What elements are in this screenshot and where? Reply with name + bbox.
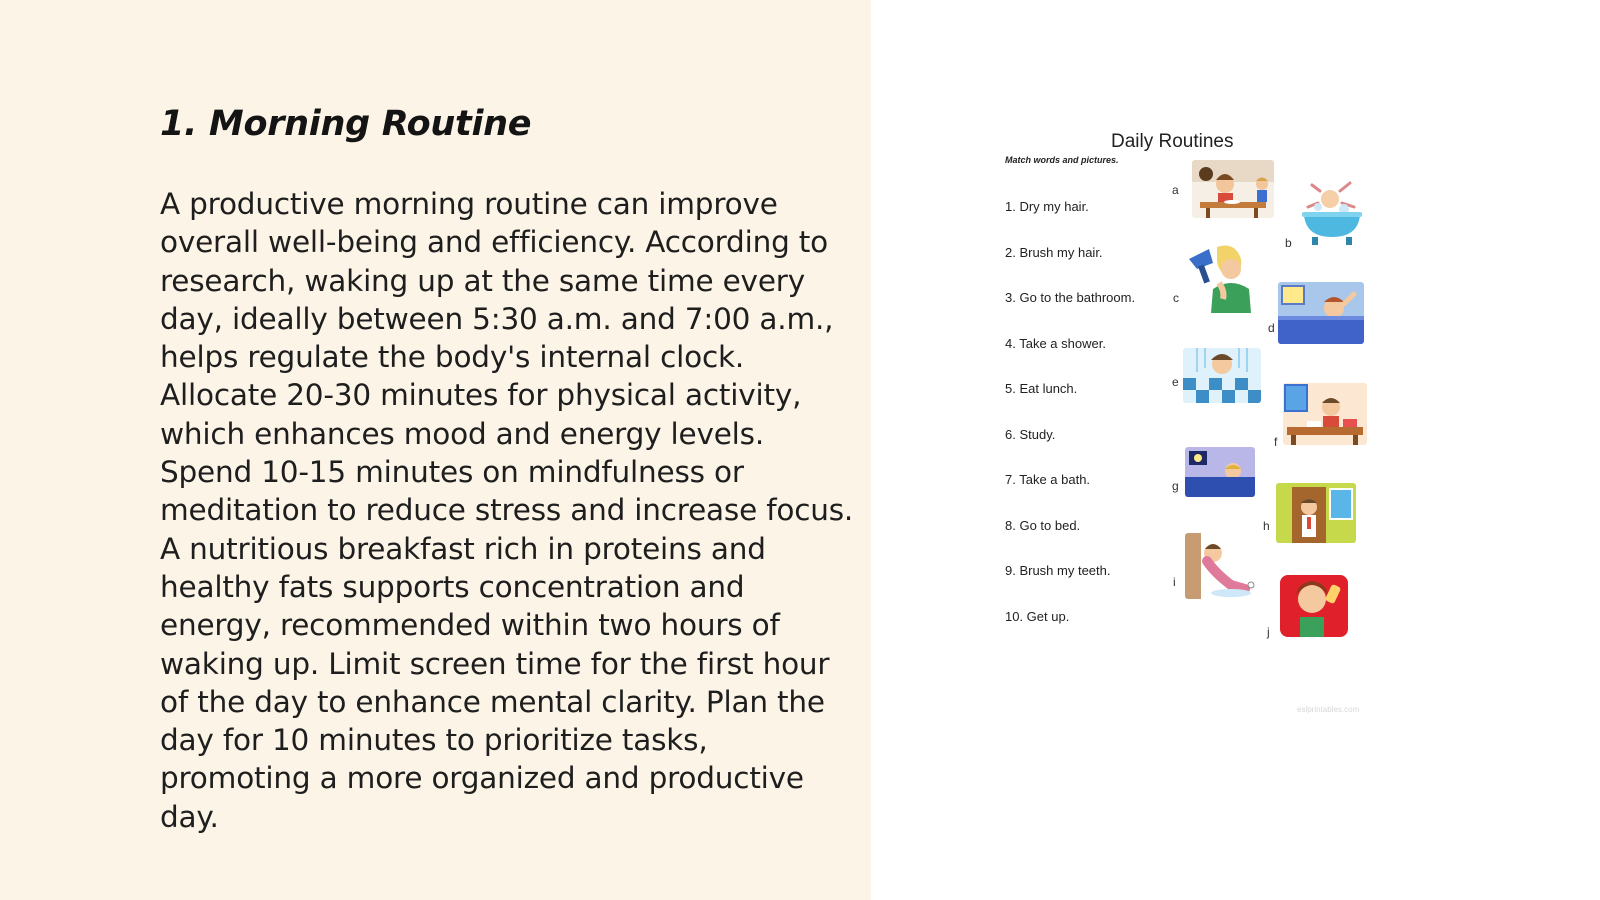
picture-eat-lunch bbox=[1192, 160, 1274, 218]
routine-item: 10. Get up. bbox=[1005, 608, 1070, 624]
routine-item: 3. Go to the bathroom. bbox=[1005, 290, 1136, 305]
worksheet-title: Daily Routines bbox=[1111, 131, 1234, 152]
routine-item: 8. Go to bed. bbox=[1005, 517, 1081, 533]
routine-item: 4. Take a shower. bbox=[1005, 335, 1106, 351]
routine-item: 7. Take a bath. bbox=[1005, 472, 1091, 487]
slide-body-text: A productive morning routine can improve overall well-being and efficiency. According to research, waking up at the same time every day, ideally between 5:30 a.m. and 7:00 a.m., helps regulate the body's internal clock. Allocate 20-30 minutes for physical activity, which enhances mood and energy levels. Spend 10-15 minutes on mindfulness or meditation to reduce stress and increase focus. A nutritious breakfast rich in proteins and healthy fats supports concentration and energy, recommended within two hours of waking up. Limit screen time for the first hour of the day to enhance mental clarity. Plan the day for 10 minutes to prioritize tasks, promoting a more organized and productive day. bbox=[160, 187, 854, 834]
picture-letter-a: a bbox=[1172, 183, 1179, 197]
routine-list bbox=[1005, 199, 1135, 654]
picture-go-to-the-bathroom bbox=[1276, 483, 1356, 543]
daily-routines-worksheet bbox=[995, 125, 1415, 750]
routine-item: 5. Eat lunch. bbox=[1005, 381, 1078, 396]
picture-letter-d: d bbox=[1268, 321, 1275, 335]
picture-letter-h: h bbox=[1263, 519, 1270, 533]
picture-letter-b: b bbox=[1285, 236, 1292, 250]
routine-item: 2. Brush my hair. bbox=[1005, 244, 1103, 260]
picture-brush-my-hair bbox=[1280, 575, 1348, 637]
routine-item: 1. Dry my hair. bbox=[1005, 199, 1089, 214]
picture-letter-c: c bbox=[1173, 291, 1179, 305]
picture-letter-f: f bbox=[1274, 435, 1278, 449]
worksheet-instruction: Match words and pictures. bbox=[1005, 155, 1119, 165]
watermark: eslprintables.com bbox=[1297, 705, 1360, 714]
picture-study bbox=[1283, 383, 1367, 445]
picture-brush-my-teeth bbox=[1185, 533, 1257, 599]
picture-letter-i: i bbox=[1173, 575, 1176, 589]
slide-title: 1. Morning Routine bbox=[160, 104, 532, 144]
picture-go-to-bed bbox=[1185, 447, 1255, 497]
picture-dry-my-hair bbox=[1183, 243, 1255, 313]
picture-take-a-bath bbox=[1298, 181, 1366, 247]
picture-letter-j: j bbox=[1267, 625, 1270, 639]
picture-get-up bbox=[1278, 282, 1364, 344]
routine-item: 9. Brush my teeth. bbox=[1005, 563, 1111, 578]
picture-letter-e: e bbox=[1172, 375, 1179, 389]
picture-take-a-shower bbox=[1183, 348, 1261, 403]
routine-item: 6. Study. bbox=[1005, 426, 1056, 442]
picture-letter-g: g bbox=[1172, 479, 1179, 493]
